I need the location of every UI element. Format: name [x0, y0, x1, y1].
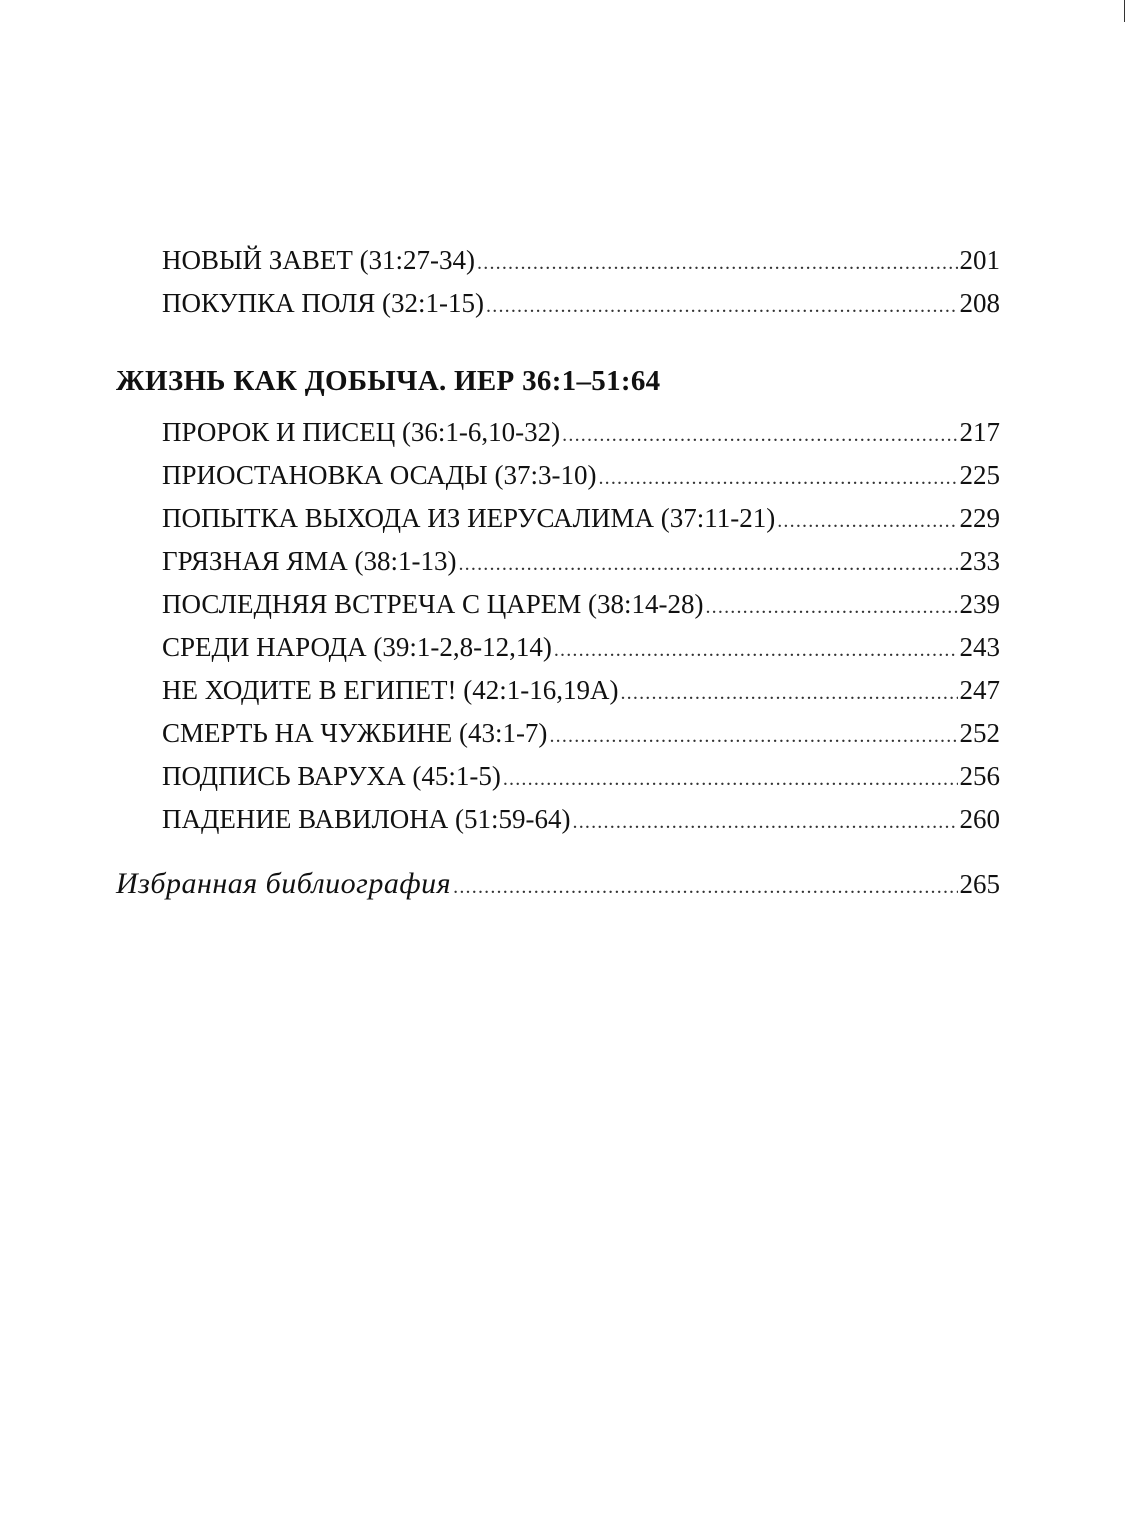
toc-entry[interactable]: [162, 713, 1000, 753]
toc-entry-page: 243: [959, 632, 1000, 662]
toc-entry-page: 229: [959, 503, 1000, 533]
toc-entry-title: СРЕДИ НАРОДА (39:1-2,8-12,14): [162, 632, 552, 662]
dot-leader: [549, 716, 957, 756]
toc-entry[interactable]: [162, 756, 1000, 796]
toc-entry[interactable]: [162, 412, 1000, 452]
dot-leader: [477, 243, 957, 283]
toc-entry-page: 225: [959, 460, 1000, 490]
toc-entry[interactable]: [162, 799, 1000, 839]
dot-leader: [573, 802, 958, 842]
dot-leader: [503, 759, 958, 799]
dot-leader: [453, 867, 957, 907]
dot-leader: [705, 587, 957, 627]
toc-entry-title: ПОКУПКА ПОЛЯ (32:1-15): [162, 288, 485, 318]
dot-leader: [777, 501, 957, 541]
toc-entry-page: 239: [959, 589, 1000, 619]
toc-entry-title: ПРОРОК И ПИСЕЦ (36:1-6,10-32): [162, 417, 561, 447]
section-heading: ЖИЗНЬ КАК ДОБЫЧА. ИЕР 36:1–51:64: [116, 365, 661, 397]
toc-entry-title: ГРЯЗНАЯ ЯМА (38:1-13): [162, 546, 457, 576]
toc-entry[interactable]: [162, 498, 1000, 538]
toc-entry-title: НЕ ХОДИТЕ В ЕГИПЕТ! (42:1-16,19А): [162, 675, 619, 705]
toc-entry[interactable]: [162, 627, 1000, 667]
dot-leader: [598, 458, 957, 498]
toc-entry-page: 201: [959, 245, 1000, 275]
toc-entry-page: 256: [959, 761, 1000, 791]
toc-entry-page: 265: [959, 869, 1000, 899]
toc-entry[interactable]: [162, 283, 1000, 323]
toc-entry-title: ПАДЕНИЕ ВАВИЛОНА (51:59-64): [162, 804, 571, 834]
dot-leader: [562, 415, 957, 455]
toc-entry[interactable]: [162, 541, 1000, 581]
toc-entry-title: ПОПЫТКА ВЫХОДА ИЗ ИЕРУСАЛИМА (37:11-21): [162, 503, 776, 533]
toc-entry-bibliography[interactable]: [116, 864, 1000, 904]
toc-entry-page: 260: [959, 804, 1000, 834]
toc-entry[interactable]: [162, 584, 1000, 624]
toc-entry-title: Избранная библиография: [116, 867, 452, 900]
toc-entry-page: 208: [959, 288, 1000, 318]
toc-entry-page: 247: [959, 675, 1000, 705]
toc-entry-title: ПРИОСТАНОВКА ОСАДЫ (37:3-10): [162, 460, 597, 490]
page-edge-mark: [1124, 0, 1125, 22]
dot-leader: [554, 630, 958, 670]
toc-entry-page: 233: [959, 546, 1000, 576]
toc-entry[interactable]: [162, 670, 1000, 710]
toc-entry-title: ПОСЛЕДНЯЯ ВСТРЕЧА С ЦАРЕМ (38:14-28): [162, 589, 704, 619]
toc-entry-title: СМЕРТЬ НА ЧУЖБИНЕ (43:1-7): [162, 718, 548, 748]
dot-leader: [458, 544, 957, 584]
toc-entry-page: 217: [959, 417, 1000, 447]
dot-leader: [620, 673, 957, 713]
toc-entry-title: ПОДПИСЬ ВАРУХА (45:1-5): [162, 761, 501, 791]
toc-entry-page: 252: [959, 718, 1000, 748]
toc-entry[interactable]: [162, 240, 1000, 280]
toc-entry-title: НОВЫЙ ЗАВЕТ (31:27-34): [162, 245, 476, 275]
dot-leader: [486, 286, 957, 326]
toc-entry[interactable]: [162, 455, 1000, 495]
